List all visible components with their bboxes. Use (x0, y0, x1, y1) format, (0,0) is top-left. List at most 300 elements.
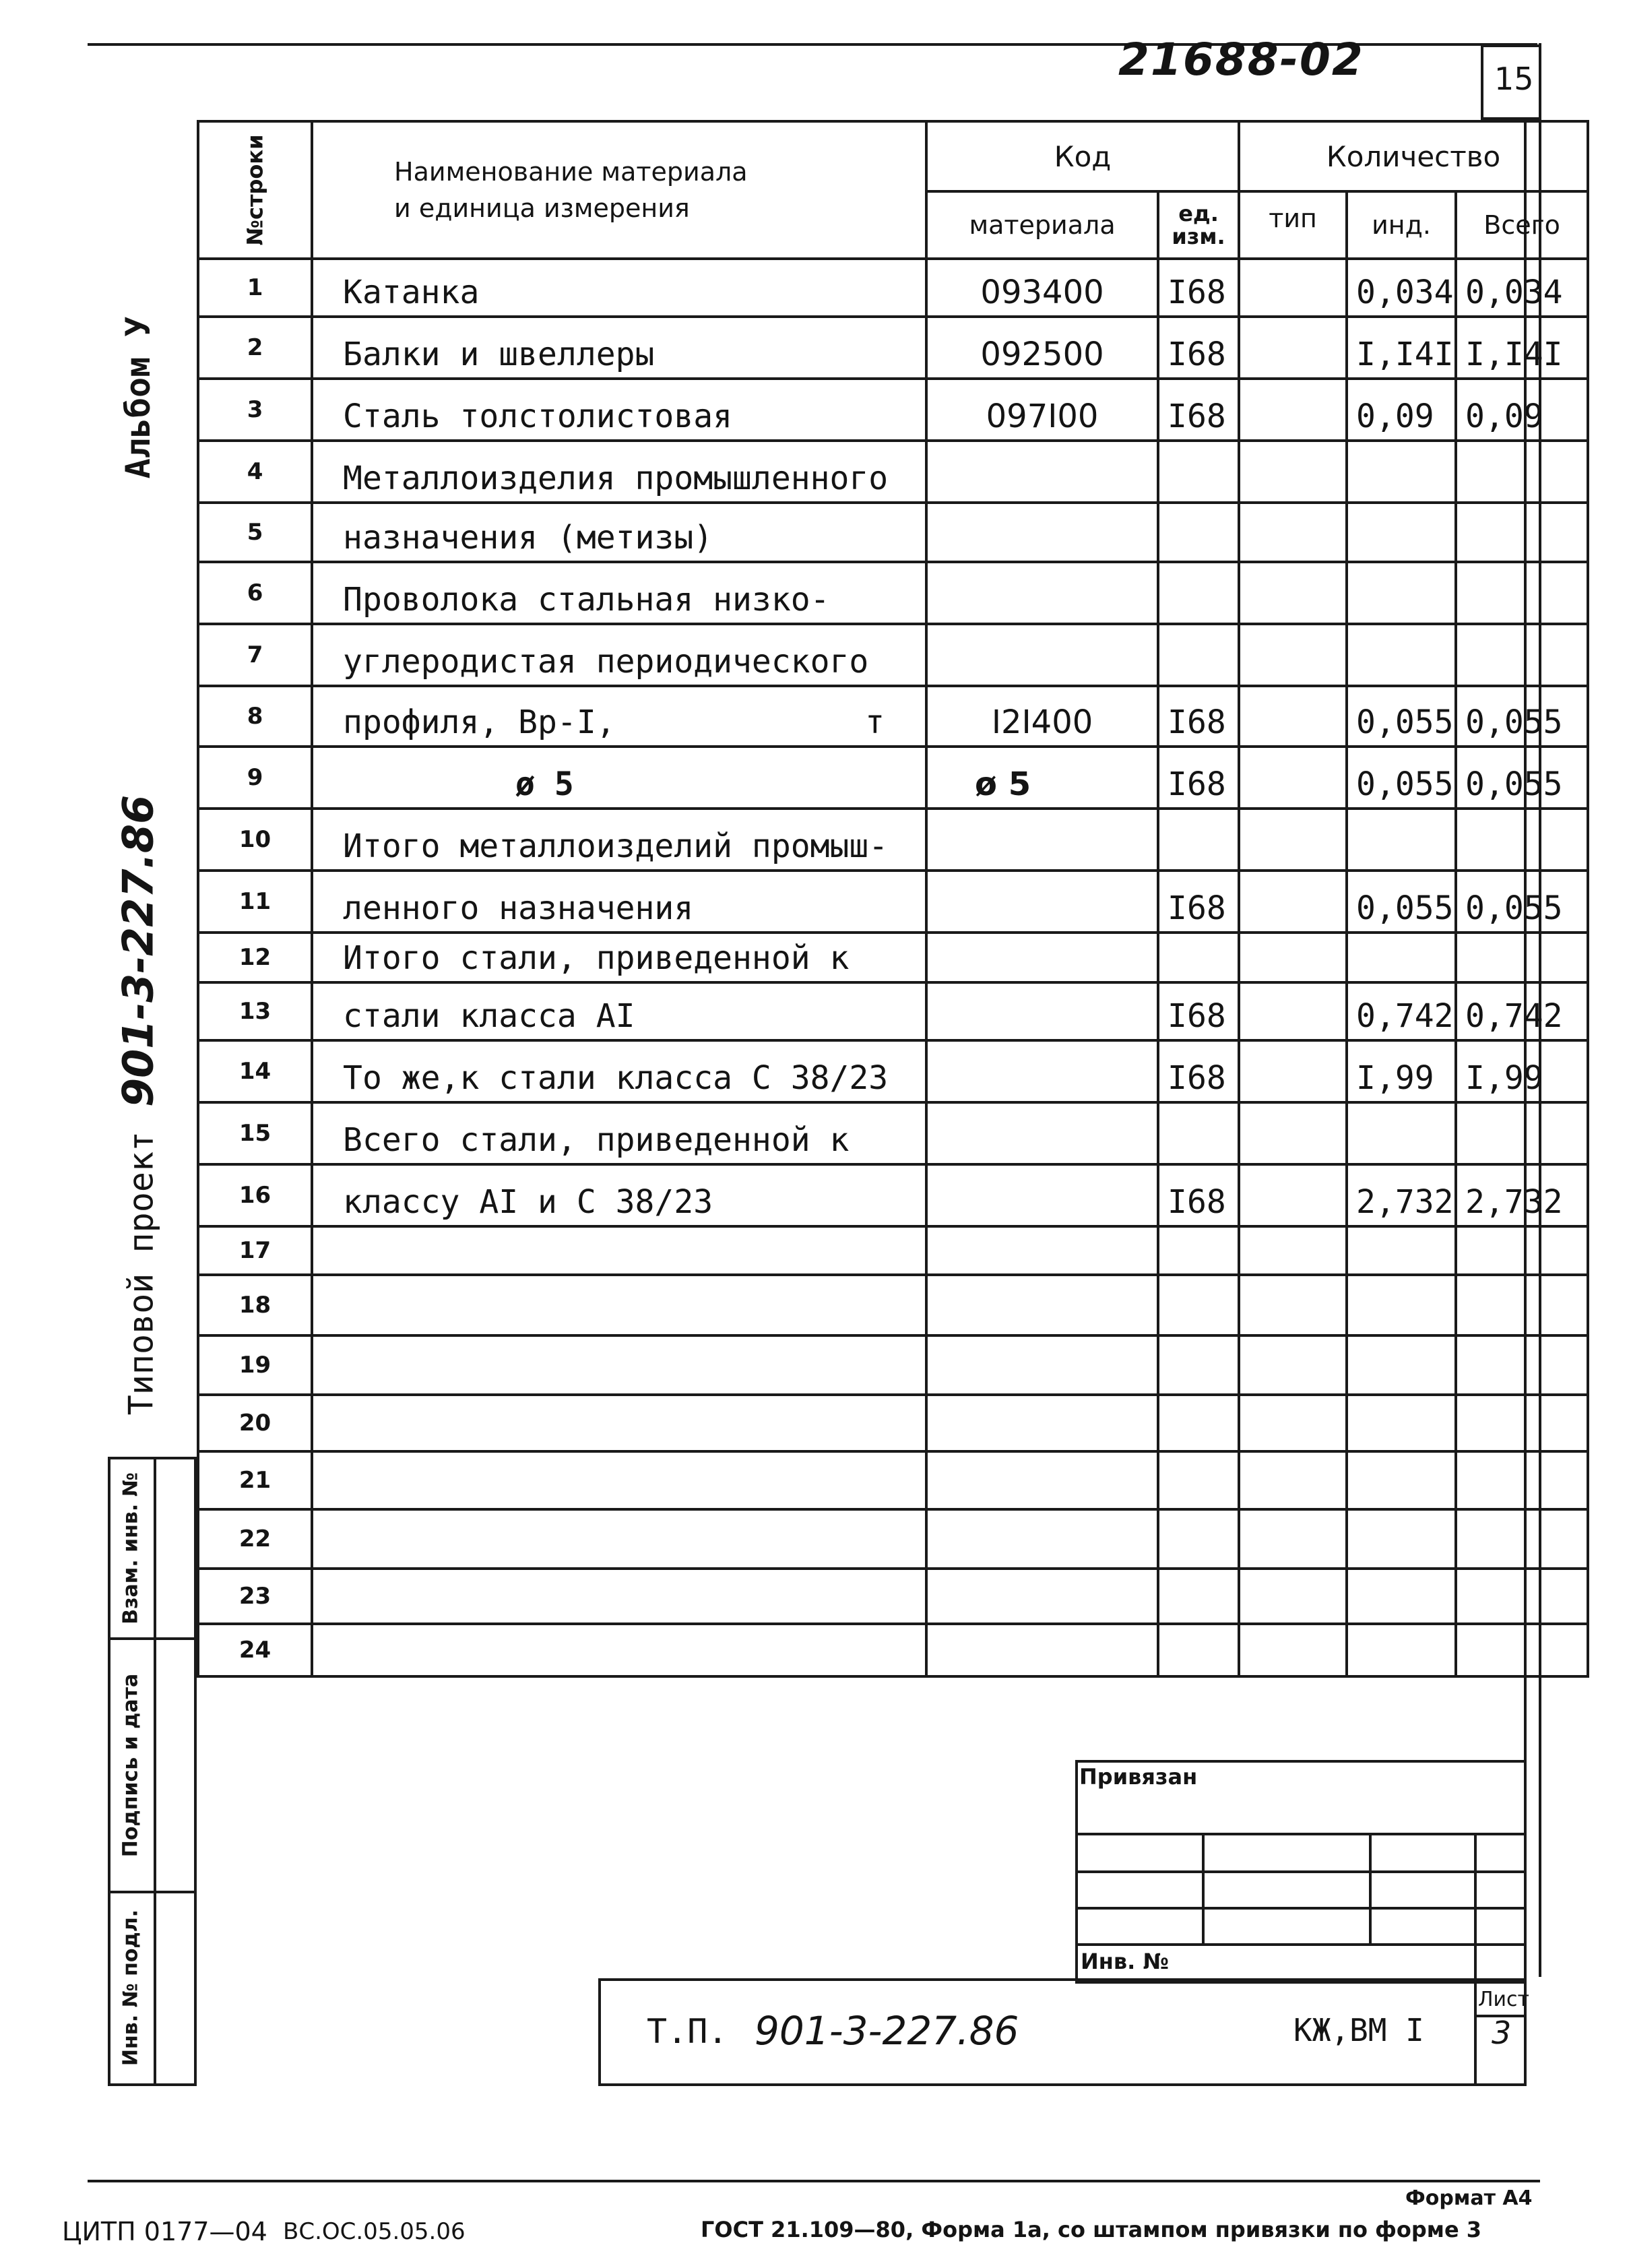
qty-total-cell (1456, 933, 1588, 982)
qty-type-cell (1239, 871, 1347, 933)
table-row (198, 379, 1588, 441)
privyazan-col-1 (1202, 1833, 1205, 1943)
qty-type-cell (1239, 809, 1347, 871)
privyazan-line-4 (1075, 1943, 1527, 1946)
table-row (198, 624, 1588, 686)
qty-type-cell (1239, 1226, 1347, 1275)
material-name-cell-text: назначения (метизы) (343, 519, 713, 557)
material-code-cell (926, 871, 1158, 933)
unit-code-cell (1158, 1451, 1239, 1509)
qty-type-cell (1239, 1624, 1347, 1676)
table-row (198, 933, 1588, 982)
qty-ind-cell-text: 0,055 (1356, 889, 1454, 927)
sheet-number: 3 (1492, 2015, 1512, 2051)
qty-ind-cell (1347, 1509, 1456, 1569)
privyazan-col-2 (1369, 1833, 1372, 1943)
unit-code-cell (1158, 624, 1239, 686)
unit-code-cell (1158, 379, 1239, 441)
row-number-cell-text: 2 (247, 334, 263, 361)
material-code-cell (926, 562, 1158, 624)
project-label-block (114, 795, 163, 1416)
table-row (198, 1335, 1588, 1395)
material-name-cell (312, 317, 926, 379)
table-row (198, 1164, 1588, 1226)
material-code-cell (926, 982, 1158, 1040)
row-number-cell (198, 1569, 312, 1624)
unit-code-cell (1158, 441, 1239, 503)
qty-ind-cell (1347, 562, 1456, 624)
unit-code-cell (1158, 1569, 1239, 1624)
project-number: 901-3-227.86 (113, 794, 163, 1107)
row-number-cell (198, 1275, 312, 1335)
row-number-cell (198, 1395, 312, 1451)
row-number-cell (198, 1040, 312, 1102)
unit-code-cell (1158, 259, 1239, 317)
row-number-cell-text: 15 (238, 1120, 271, 1147)
qty-type-cell (1239, 1451, 1347, 1509)
qty-type-cell (1239, 982, 1347, 1040)
qty-type-cell (1239, 1275, 1347, 1335)
header-qty-ind: инд. (1347, 191, 1456, 259)
qty-ind-cell (1347, 1569, 1456, 1624)
row-number-cell (198, 562, 312, 624)
qty-ind-cell (1347, 747, 1456, 809)
row-number-cell-text: 3 (247, 396, 263, 423)
material-name-cell (312, 1102, 926, 1164)
table-row (198, 441, 1588, 503)
unit-code-cell-text: I68 (1168, 1183, 1226, 1221)
qty-type-cell (1239, 1335, 1347, 1395)
row-number-cell-text: 23 (238, 1583, 271, 1610)
material-name-cell-text: Всего стали, приведенной к (343, 1121, 850, 1159)
footer-code-2: ВС.ОС.05.05.06 (283, 2218, 466, 2245)
unit-code-cell-text: I68 (1168, 398, 1226, 435)
material-name-cell-text: Металлоизделия промышленного (343, 460, 889, 497)
qty-type-cell (1239, 624, 1347, 686)
qty-total-cell-text: 2,732 (1465, 1183, 1563, 1221)
podpis-label: Подпись и дата (119, 1673, 143, 1858)
qty-total-cell (1456, 1040, 1588, 1102)
material-name-cell-text: ленного назначения (343, 889, 694, 927)
table-row (198, 503, 1588, 562)
qty-total-cell-text: 0,055 (1465, 703, 1563, 741)
qty-total-cell-text: 0,034 (1465, 274, 1563, 311)
unit-code-cell-text: I68 (1168, 703, 1226, 741)
qty-total-cell (1456, 871, 1588, 933)
material-name-cell (312, 624, 926, 686)
table-row (198, 1509, 1588, 1569)
qty-ind-cell (1347, 933, 1456, 982)
material-code-cell (926, 933, 1158, 982)
row-number-cell-text: 12 (238, 944, 271, 971)
material-name-cell-text: То же,к стали класса С 38/23 (343, 1059, 889, 1097)
qty-ind-cell (1347, 624, 1456, 686)
material-code-cell (926, 1102, 1158, 1164)
qty-type-cell (1239, 1102, 1347, 1164)
table-row (198, 871, 1588, 933)
qty-type-cell (1239, 379, 1347, 441)
unit-code-cell (1158, 1040, 1239, 1102)
sheet-label: Лист (1478, 1988, 1530, 2011)
qty-total-cell (1456, 1275, 1588, 1335)
material-unit-text: т (865, 703, 885, 741)
material-code-cell-text: 093400 (980, 274, 1104, 311)
table-row (198, 562, 1588, 624)
header-qty-type: тип (1239, 191, 1347, 259)
title-sheet-divider (1474, 1978, 1477, 2086)
qty-type-cell (1239, 1395, 1347, 1451)
material-name-cell (312, 809, 926, 871)
qty-type-cell (1239, 441, 1347, 503)
qty-ind-cell (1347, 317, 1456, 379)
qty-total-cell (1456, 624, 1588, 686)
header-quantity: Количество (1239, 121, 1588, 191)
material-code-cell (926, 1335, 1158, 1395)
table-row (198, 1451, 1588, 1509)
qty-ind-cell (1347, 1335, 1456, 1395)
material-code-cell (926, 317, 1158, 379)
qty-ind-cell (1347, 1040, 1456, 1102)
qty-ind-cell-text: 0,09 (1356, 398, 1434, 435)
row-number-cell (198, 1226, 312, 1275)
material-code-cell-text: 097I00 (986, 398, 1099, 435)
qty-type-cell (1239, 1040, 1347, 1102)
qty-type-cell (1239, 686, 1347, 747)
material-code-cell (926, 379, 1158, 441)
row-number-cell (198, 259, 312, 317)
material-name-cell (312, 259, 926, 317)
row-number-cell-text: 21 (238, 1467, 271, 1494)
qty-ind-cell-text: I,99 (1356, 1059, 1434, 1097)
row-number-cell-text: 18 (238, 1292, 271, 1319)
qty-total-cell (1456, 1624, 1588, 1676)
unit-code-cell-text: I68 (1168, 1059, 1226, 1097)
format-label: Формат А4 (1405, 2186, 1533, 2210)
unit-code-cell (1158, 317, 1239, 379)
header-code: Код (926, 121, 1239, 191)
row-number-cell (198, 624, 312, 686)
material-name-cell (312, 1164, 926, 1226)
unit-code-cell (1158, 982, 1239, 1040)
inv-no-label: Инв. № (1081, 1949, 1169, 1974)
qty-ind-cell (1347, 1164, 1456, 1226)
unit-code-cell (1158, 933, 1239, 982)
qty-total-cell-text: 0,742 (1465, 997, 1563, 1035)
row-number-cell (198, 809, 312, 871)
privyazan-line-2 (1075, 1870, 1527, 1873)
material-name-cell (312, 503, 926, 562)
unit-code-cell (1158, 809, 1239, 871)
unit-code-cell-text: I68 (1168, 889, 1226, 927)
qty-type-cell (1239, 1164, 1347, 1226)
qty-total-cell (1456, 379, 1588, 441)
qty-type-cell (1239, 562, 1347, 624)
title-number: 901-3-227.86 (755, 2008, 1019, 2054)
unit-code-cell-text: I68 (1168, 765, 1226, 803)
vzam-label: Взам. инв. № (119, 1472, 143, 1625)
row-number-cell-text: 7 (247, 641, 263, 668)
qty-total-cell (1456, 259, 1588, 317)
qty-ind-cell-text: 2,732 (1356, 1183, 1454, 1221)
table-row (198, 1395, 1588, 1451)
privyazan-label: Привязан (1079, 1764, 1198, 1790)
material-name-cell (312, 982, 926, 1040)
qty-ind-cell (1347, 871, 1456, 933)
material-name-cell-text: классу АI и С 38/23 (343, 1183, 713, 1221)
header-name (312, 121, 926, 259)
material-name-cell (312, 562, 926, 624)
row-number-cell-text: 14 (238, 1058, 271, 1085)
row-number-cell-text: 10 (238, 826, 271, 853)
qty-ind-cell-text: I,I4I (1356, 336, 1454, 373)
row-number-cell-text: 8 (247, 703, 263, 730)
unit-code-cell (1158, 562, 1239, 624)
table-row (198, 259, 1588, 317)
qty-ind-cell (1347, 259, 1456, 317)
material-code-cell (926, 441, 1158, 503)
row-number-cell (198, 686, 312, 747)
qty-type-cell (1239, 1569, 1347, 1624)
row-number-cell-text: 13 (238, 998, 271, 1025)
table-row (198, 809, 1588, 871)
material-code-cell-text: 092500 (980, 336, 1104, 373)
unit-code-cell (1158, 1624, 1239, 1676)
material-code-cell (926, 1451, 1158, 1509)
qty-ind-cell-text: 0,055 (1356, 703, 1454, 741)
material-name-cell (312, 1451, 926, 1509)
row-number-cell-text: 4 (247, 458, 263, 485)
material-code-cell (926, 1164, 1158, 1226)
row-number-cell (198, 1509, 312, 1569)
album-label: Альбом У (119, 316, 158, 479)
unit-code-cell (1158, 1275, 1239, 1335)
qty-type-cell (1239, 1509, 1347, 1569)
material-name-cell (312, 1569, 926, 1624)
project-label: Типовой проект (121, 1131, 161, 1416)
qty-type-cell (1239, 747, 1347, 809)
table-row (198, 1102, 1588, 1164)
qty-total-cell (1456, 441, 1588, 503)
material-name-cell-text: Итого металлоизделий промыш- (343, 827, 889, 865)
material-code-cell (926, 1275, 1158, 1335)
unit-code-cell (1158, 871, 1239, 933)
qty-ind-cell (1347, 503, 1456, 562)
qty-ind-cell-text: 0,034 (1356, 274, 1454, 311)
document-number: 21688-02 (1118, 34, 1364, 86)
row-number-cell-text: 9 (247, 764, 263, 791)
material-name-cell (312, 1395, 926, 1451)
material-name-cell (312, 1624, 926, 1676)
qty-total-cell (1456, 809, 1588, 871)
side-stamp-divider (154, 1457, 156, 2086)
header-code-unit-line1: ед. (1178, 201, 1219, 226)
header-code-unit (1158, 191, 1239, 259)
table-row (198, 982, 1588, 1040)
qty-ind-cell (1347, 809, 1456, 871)
row-number-cell-text: 6 (247, 579, 263, 606)
material-code-cell (926, 1226, 1158, 1275)
footer-code-1: ЦИТП 0177—04 (62, 2217, 267, 2246)
material-name-cell (312, 379, 926, 441)
table-row (198, 1040, 1588, 1102)
unit-code-cell (1158, 1164, 1239, 1226)
row-number-header-text: №строки (242, 134, 268, 246)
privyazan-col-3 (1474, 1833, 1477, 1984)
qty-ind-cell (1347, 1102, 1456, 1164)
row-number-cell-text: 16 (238, 1182, 271, 1209)
header-code-material: материала (926, 191, 1158, 259)
header-row-number (198, 121, 312, 259)
unit-code-cell-text: I68 (1168, 274, 1226, 311)
qty-ind-cell-text: 0,055 (1356, 765, 1454, 803)
table-row (198, 1569, 1588, 1624)
material-code-cell (926, 1395, 1158, 1451)
table-row (198, 317, 1588, 379)
unit-code-cell-text: I68 (1168, 336, 1226, 373)
material-name-cell-text: Проволока стальная низко- (343, 581, 830, 619)
material-code-cell (926, 259, 1158, 317)
qty-total-cell-text: I,99 (1465, 1059, 1543, 1097)
material-name-cell (312, 871, 926, 933)
row-number-cell (198, 982, 312, 1040)
table-row (198, 1275, 1588, 1335)
row-number-cell (198, 379, 312, 441)
unit-code-cell (1158, 1395, 1239, 1451)
material-code-cell (926, 1569, 1158, 1624)
unit-code-cell (1158, 1102, 1239, 1164)
row-number-cell-text: 19 (238, 1352, 271, 1379)
title-prefix: Т.П. (647, 2012, 728, 2051)
material-name-cell-text: Балки и швеллеры (343, 336, 655, 373)
footer-gost: ГОСТ 21.109—80, Форма 1а, со штампом привязки по форме 3 (701, 2217, 1482, 2242)
qty-type-cell (1239, 317, 1347, 379)
qty-total-cell-text: I,I4I (1465, 336, 1563, 373)
table-body (198, 259, 1588, 1676)
qty-total-cell (1456, 562, 1588, 624)
qty-ind-cell (1347, 982, 1456, 1040)
qty-total-cell (1456, 1569, 1588, 1624)
material-code-cell (926, 1509, 1158, 1569)
table-row (198, 1624, 1588, 1676)
material-name-cell-text: ø 5 (515, 765, 574, 803)
header-qty-total: Всего (1456, 191, 1588, 259)
header-name-line1: Наименование материала (394, 157, 748, 187)
material-name-cell (312, 1226, 926, 1275)
material-code-cell (926, 1040, 1158, 1102)
material-code-cell (926, 624, 1158, 686)
row-number-cell (198, 1451, 312, 1509)
qty-ind-cell (1347, 1226, 1456, 1275)
qty-total-cell (1456, 317, 1588, 379)
row-number-cell (198, 503, 312, 562)
unit-code-cell (1158, 747, 1239, 809)
row-number-cell-text: 5 (247, 519, 263, 546)
material-code-cell (926, 1624, 1158, 1676)
qty-type-cell (1239, 933, 1347, 982)
material-code-cell-text: I2I400 (991, 703, 1093, 741)
title-mark: КЖ,ВМ I (1293, 2012, 1424, 2048)
table-row (198, 747, 1588, 809)
qty-ind-cell (1347, 1451, 1456, 1509)
qty-ind-cell (1347, 441, 1456, 503)
qty-ind-cell-text: 0,742 (1356, 997, 1454, 1035)
row-number-cell-text: 17 (238, 1237, 271, 1264)
row-number-cell (198, 1164, 312, 1226)
unit-code-cell (1158, 1335, 1239, 1395)
unit-code-cell (1158, 503, 1239, 562)
table-row (198, 1226, 1588, 1275)
material-name-cell (312, 1335, 926, 1395)
material-name-cell (312, 747, 926, 809)
row-number-cell-text: 11 (238, 888, 271, 915)
table-row (198, 686, 1588, 747)
qty-ind-cell (1347, 1624, 1456, 1676)
header-row-1 (198, 121, 1588, 191)
row-number-cell (198, 441, 312, 503)
material-name-cell (312, 686, 926, 747)
header-name-line2: и единица измерения (394, 193, 690, 223)
qty-ind-cell (1347, 1395, 1456, 1451)
qty-total-cell (1456, 1335, 1588, 1395)
material-name-cell-text: профиля, Вр-I, (343, 703, 616, 741)
material-name-cell-text: Итого стали, приведенной к (343, 939, 850, 977)
inv-label: Инв. № подл. (119, 1909, 143, 2067)
material-name-cell (312, 1509, 926, 1569)
qty-total-cell-text: 0,055 (1465, 765, 1563, 803)
qty-total-cell (1456, 503, 1588, 562)
material-name-cell (312, 441, 926, 503)
qty-total-cell (1456, 686, 1588, 747)
material-name-cell (312, 933, 926, 982)
row-number-cell (198, 871, 312, 933)
unit-code-cell (1158, 1509, 1239, 1569)
row-number-cell-text: 20 (238, 1410, 271, 1437)
frame-bottom-line (88, 2180, 1540, 2182)
qty-total-cell (1456, 1102, 1588, 1164)
row-number-cell (198, 1102, 312, 1164)
material-name-cell-text: углеродистая периодического (343, 643, 869, 681)
row-number-cell (198, 1624, 312, 1676)
material-name-cell-text: стали класса АI (343, 997, 635, 1035)
material-code-cell (926, 686, 1158, 747)
qty-type-cell (1239, 259, 1347, 317)
material-name-cell-text: Катанка (343, 274, 480, 311)
qty-type-cell (1239, 503, 1347, 562)
qty-total-cell (1456, 1451, 1588, 1509)
privyazan-line-1 (1075, 1833, 1527, 1835)
row-number-cell (198, 1335, 312, 1395)
row-number-cell-text: 24 (238, 1637, 271, 1664)
qty-ind-cell (1347, 1275, 1456, 1335)
qty-total-cell (1456, 1509, 1588, 1569)
qty-ind-cell (1347, 686, 1456, 747)
qty-total-cell (1456, 1164, 1588, 1226)
material-code-cell (926, 503, 1158, 562)
qty-total-cell (1456, 1395, 1588, 1451)
unit-code-cell (1158, 1226, 1239, 1275)
materials-table (197, 120, 1589, 1678)
header-code-unit-line2: изм. (1172, 224, 1225, 249)
material-name-cell (312, 1275, 926, 1335)
page-number: 15 (1494, 61, 1534, 97)
unit-code-cell (1158, 686, 1239, 747)
row-number-cell (198, 933, 312, 982)
qty-total-cell (1456, 982, 1588, 1040)
material-name-cell (312, 1040, 926, 1102)
qty-total-cell (1456, 747, 1588, 809)
material-code-cell-text: ø 5 (975, 765, 1031, 803)
row-number-cell (198, 747, 312, 809)
